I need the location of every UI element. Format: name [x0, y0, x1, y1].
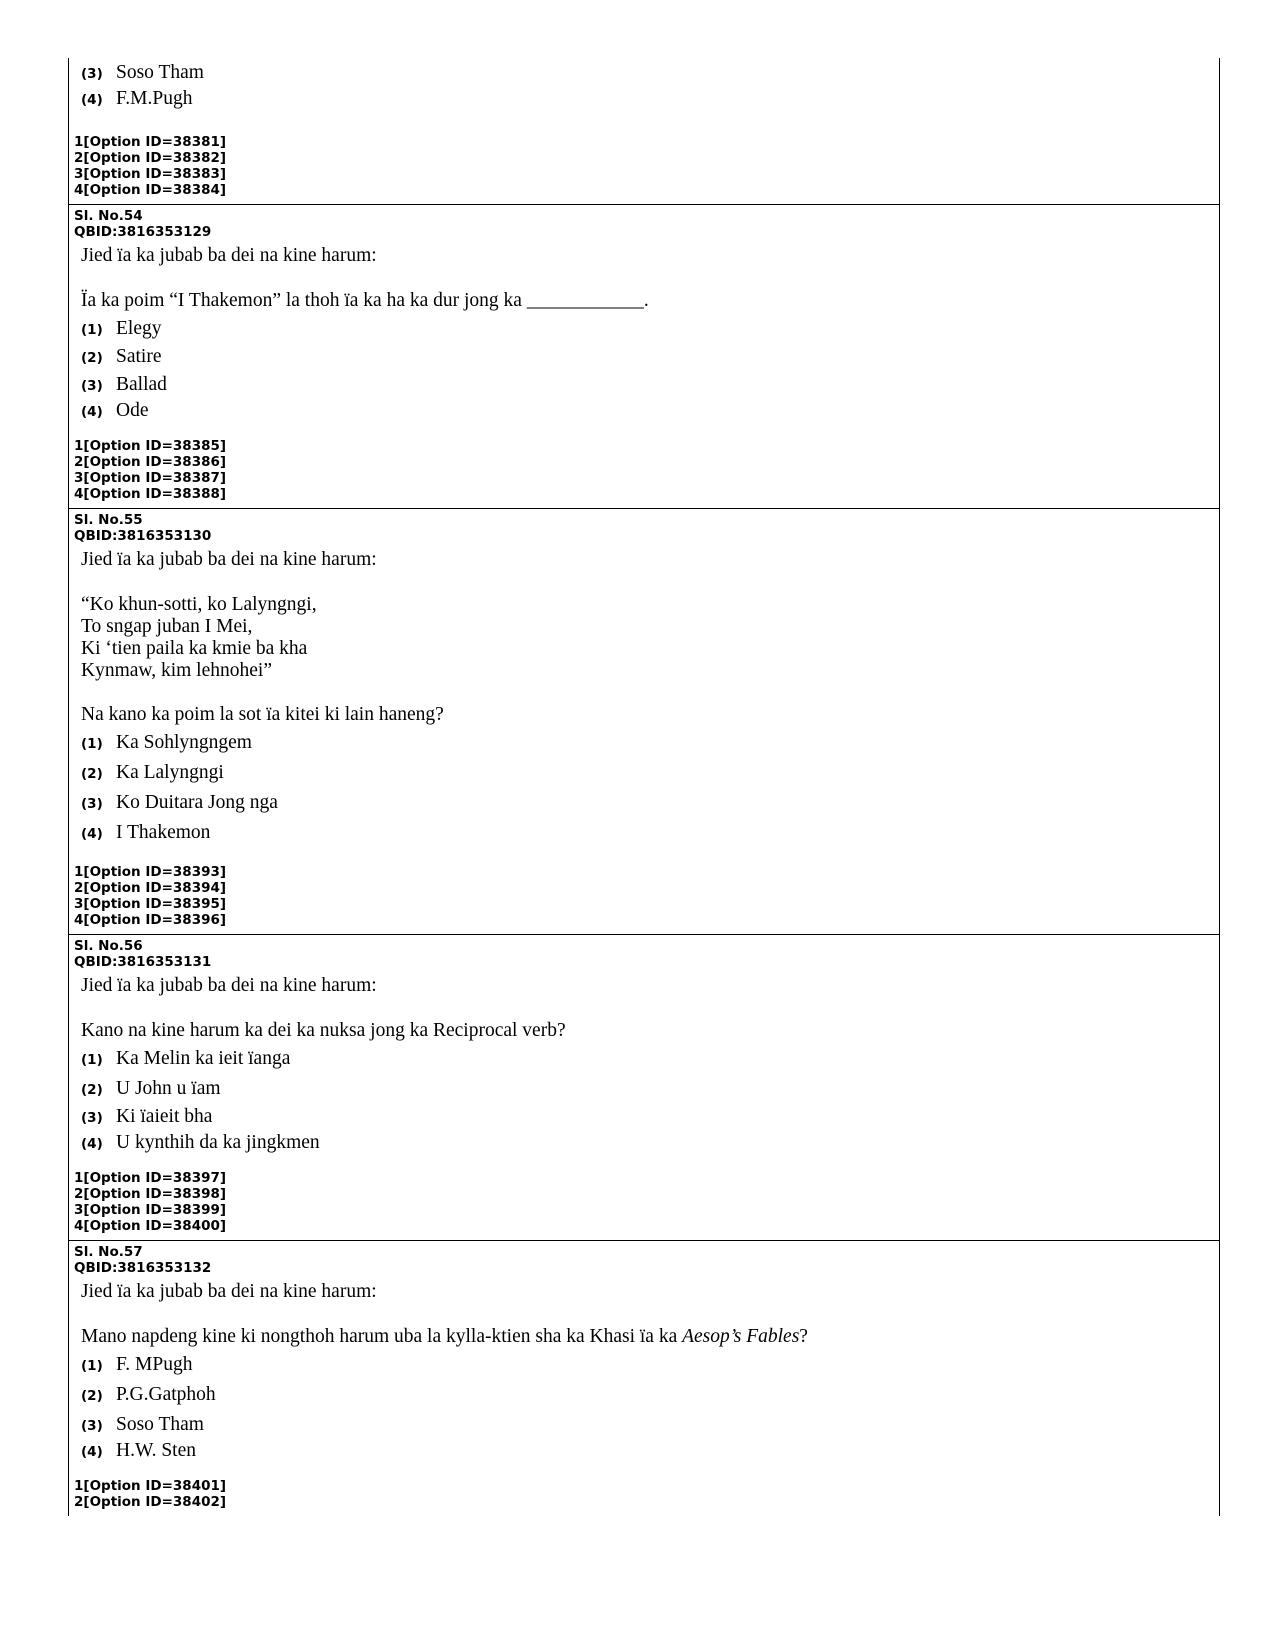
- option-number: (2): [81, 766, 103, 782]
- verse-line: To sngap juban I Mei,: [81, 616, 253, 637]
- option-text: Ballad: [116, 374, 167, 395]
- question-text-prefix: Mano napdeng kine ki nongthoh harum uba la kylla-ktien sha ka Khasi ïa ka: [81, 1326, 683, 1347]
- question-block: [69, 509, 1219, 935]
- option-id: 2[Option ID=38398]: [74, 1186, 227, 1202]
- option-number: (3): [81, 796, 103, 812]
- question-instruction: Jied ïa ka jubab ba dei na kine harum:: [81, 549, 377, 570]
- serial-number: Sl. No.56: [74, 938, 143, 954]
- option-number: (1): [81, 1358, 103, 1374]
- option-id: 2[Option ID=38386]: [74, 454, 227, 470]
- option-id: 4[Option ID=38388]: [74, 486, 227, 502]
- option-ids: [74, 1170, 1219, 1234]
- option-item: [81, 732, 1219, 762]
- qbid: QBID:3816353130: [74, 528, 212, 544]
- option-id: 1[Option ID=38385]: [74, 438, 227, 454]
- question-instruction: Jied ïa ka jubab ba dei na kine harum:: [81, 975, 377, 996]
- option-text: Soso Tham: [116, 62, 204, 83]
- option-id: 4[Option ID=38384]: [74, 182, 227, 198]
- serial-number: Sl. No.54: [74, 208, 143, 224]
- option-id: 1[Option ID=38397]: [74, 1170, 227, 1186]
- option-ids: [74, 438, 1219, 502]
- options-list: [74, 62, 1219, 114]
- option-item: [81, 1384, 1219, 1414]
- qbid: QBID:3816353131: [74, 954, 212, 970]
- option-id: 2[Option ID=38382]: [74, 150, 227, 166]
- option-number: (4): [81, 1136, 103, 1152]
- serial-number: Sl. No.55: [74, 512, 143, 528]
- option-item: [81, 762, 1219, 792]
- option-number: (2): [81, 1388, 103, 1404]
- option-text: U John u ïam: [116, 1078, 221, 1099]
- option-item: [81, 792, 1219, 822]
- option-number: (3): [81, 66, 103, 82]
- option-id: 1[Option ID=38381]: [74, 134, 227, 150]
- option-text: Ki ïaieit bha: [116, 1106, 213, 1127]
- question-fragment: [69, 58, 1219, 205]
- option-text: Ode: [116, 400, 149, 421]
- option-item: [81, 346, 1219, 374]
- option-text: Ka Sohlyngngem: [116, 732, 252, 753]
- option-number: (2): [81, 350, 103, 366]
- option-ids: [74, 134, 1219, 198]
- options-list: [74, 1048, 1219, 1158]
- option-item: [81, 822, 1219, 852]
- verse-line: “Ko khun-sotti, ko Lalyngngi,: [81, 594, 317, 615]
- option-id: 2[Option ID=38394]: [74, 880, 227, 896]
- qbid: QBID:3816353132: [74, 1260, 212, 1276]
- question-text-suffix: ?: [799, 1326, 808, 1347]
- option-text: H.W. Sten: [116, 1440, 196, 1461]
- option-id: 3[Option ID=38387]: [74, 470, 227, 486]
- option-text: Ka Melin ka ieit ïanga: [116, 1048, 291, 1069]
- option-text: Ka Lalyngngi: [116, 762, 224, 783]
- option-id: 4[Option ID=38396]: [74, 912, 227, 928]
- question-text: Na kano ka poim la sot ïa kitei ki lain haneng?: [81, 704, 444, 725]
- option-number: (4): [81, 92, 103, 108]
- question-text: [81, 1326, 1219, 1348]
- option-id: 1[Option ID=38401]: [74, 1478, 227, 1494]
- option-text: I Thakemon: [116, 822, 211, 843]
- option-text: P.G.Gatphoh: [116, 1384, 216, 1405]
- options-list: [74, 732, 1219, 852]
- options-list: [74, 318, 1219, 426]
- option-item: [81, 374, 1219, 400]
- option-text: Elegy: [116, 318, 162, 339]
- question-block: [69, 935, 1219, 1241]
- question-block: [69, 1241, 1219, 1516]
- option-number: (1): [81, 736, 103, 752]
- option-id: 3[Option ID=38395]: [74, 896, 227, 912]
- option-text: F. MPugh: [116, 1354, 193, 1375]
- option-item: [81, 1106, 1219, 1132]
- option-item: [81, 1132, 1219, 1158]
- option-item: [81, 1440, 1219, 1466]
- option-number: (4): [81, 826, 103, 842]
- option-item: [81, 62, 1219, 88]
- serial-number: Sl. No.57: [74, 1244, 143, 1260]
- question-sheet: [68, 58, 1220, 1516]
- options-list: [74, 1354, 1219, 1466]
- option-item: [81, 1354, 1219, 1384]
- option-id: 3[Option ID=38383]: [74, 166, 227, 182]
- option-text: Ko Duitara Jong nga: [116, 792, 278, 813]
- verse-line: Kynmaw, kim lehnohei”: [81, 660, 272, 681]
- question-text: Kano na kine harum ka dei ka nuksa jong ka Reciprocal verb?: [81, 1020, 566, 1041]
- option-number: (1): [81, 1052, 103, 1068]
- option-item: [81, 1078, 1219, 1106]
- option-number: (2): [81, 1082, 103, 1098]
- option-item: [81, 1414, 1219, 1440]
- option-number: (3): [81, 378, 103, 394]
- option-ids: [74, 1478, 1219, 1510]
- question-block: [69, 205, 1219, 509]
- option-id: 4[Option ID=38400]: [74, 1218, 227, 1234]
- option-item: [81, 1048, 1219, 1078]
- verse-line: Ki ‘tien paila ka kmie ba kha: [81, 638, 308, 659]
- option-id: 1[Option ID=38393]: [74, 864, 227, 880]
- option-item: [81, 88, 1219, 114]
- option-text: Satire: [116, 346, 162, 367]
- option-ids: [74, 864, 1219, 928]
- question-instruction: Jied ïa ka jubab ba dei na kine harum:: [81, 245, 377, 266]
- question-instruction: Jied ïa ka jubab ba dei na kine harum:: [81, 1281, 377, 1302]
- option-text: U kynthih da ka jingkmen: [116, 1132, 320, 1153]
- option-number: (4): [81, 1444, 103, 1460]
- option-id: 3[Option ID=38399]: [74, 1202, 227, 1218]
- qbid: QBID:3816353129: [74, 224, 212, 240]
- question-text: Ïa ka poim “I Thakemon” la thoh ïa ka ha ka dur jong ka ____________.: [81, 290, 649, 311]
- option-number: (3): [81, 1418, 103, 1434]
- option-item: [81, 318, 1219, 346]
- book-title: Aesop’s Fables: [682, 1326, 800, 1347]
- option-number: (1): [81, 322, 103, 338]
- option-text: F.M.Pugh: [116, 88, 193, 109]
- option-id: 2[Option ID=38402]: [74, 1494, 227, 1510]
- option-text: Soso Tham: [116, 1414, 204, 1435]
- option-item: [81, 400, 1219, 426]
- option-number: (3): [81, 1110, 103, 1126]
- option-number: (4): [81, 404, 103, 420]
